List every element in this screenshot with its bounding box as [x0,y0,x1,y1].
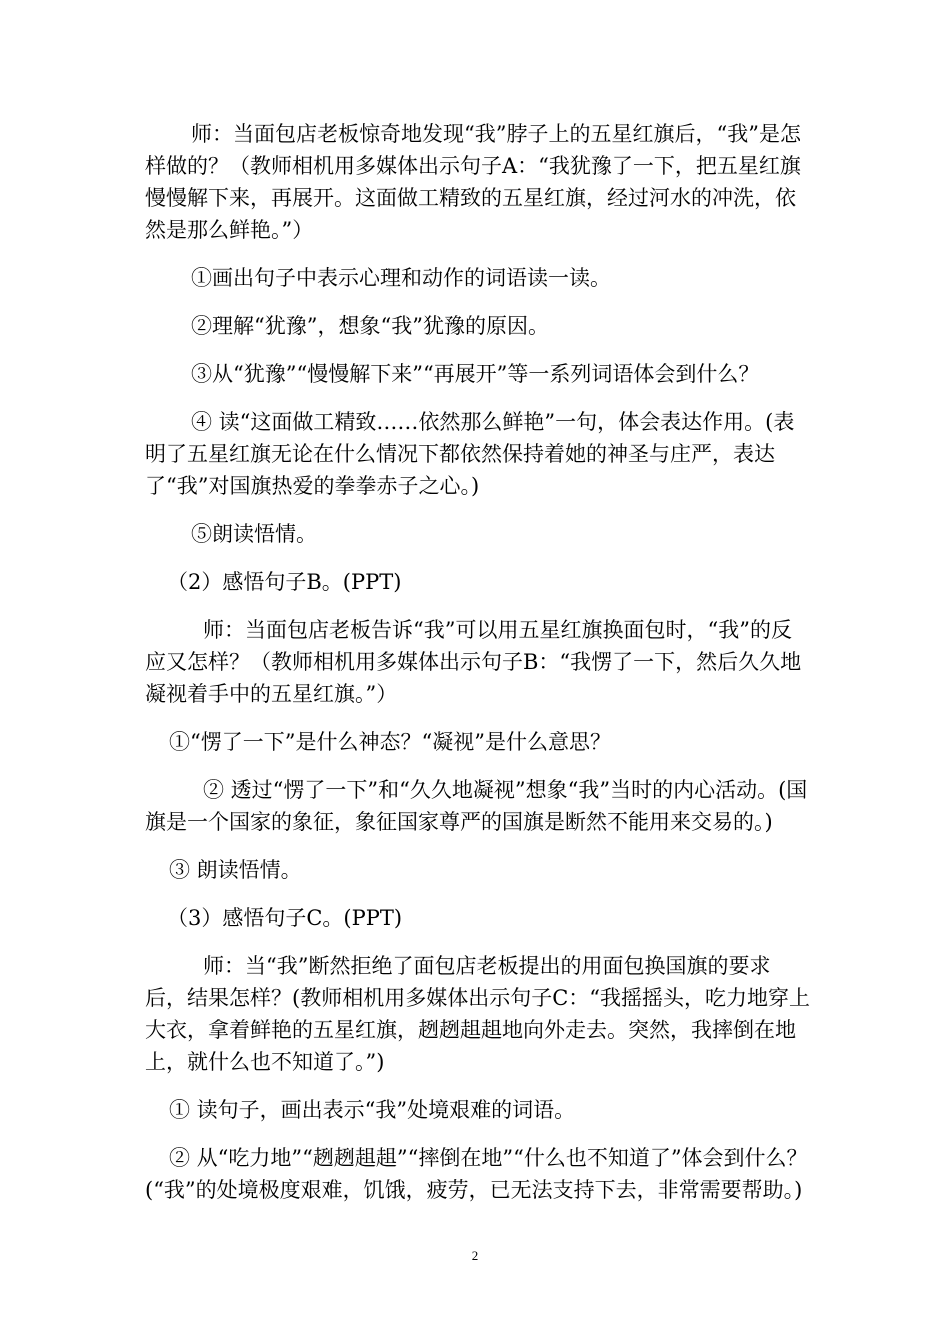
paragraph-teacher-question-a: 师：当面包店老板惊奇地发现“我”脖子上的五星红旗后，“我”是怎样做的？（教师相机用多媒体出示句子A：“我犹豫了一下，把五星红旗慢慢解下来，再展开。这面做工精致的五星红旗，经过河水的冲洗，依然是那么鲜艳。”） [145,122,801,242]
page-number: 2 [471,1248,479,1263]
section-heading-b: （2）感悟句子B。(PPT) [167,570,402,594]
document-body [145,118,810,1222]
section-heading-c: （3）感悟句子C。(PPT) [167,906,403,930]
paragraph-step-5: ⑤朗读悟情。 [191,522,317,546]
paragraph-b-step-2: ② 透过“愣了一下”和“久久地凝视”想象“我”当时的内心活动。(国旗是一个国家的象征，象征国家尊严的国旗是断然不能用来交易的。) [145,778,808,834]
paragraph-b-step-3: ③ 朗读悟情。 [169,858,302,882]
paragraph-c-step-2: ② 从“吃力地”“趔趔趄趄”“摔倒在地”“什么也不知道了”体会到什么？(“我”的处境极度艰难，饥饿，疲劳，已无法支持下去，非常需要帮助。) [145,1146,808,1202]
paragraph-step-3: ③从“犹豫”“慢慢解下来”“再展开”等一系列词语体会到什么？ [191,362,760,386]
paragraph-step-4: ④ 读“这面做工精致……依然那么鲜艳”一句，体会表达作用。(表明了五星红旗无论在什么情况下都依然保持着她的神圣与庄严，表达了“我”对国旗热爱的拳拳赤子之心。) [145,410,795,498]
paragraph-teacher-question-c: 师：当“我”断然拒绝了面包店老板提出的用面包换国旗的要求后，结果怎样？(教师相机用多媒体出示句子C：“我摇摇头，吃力地穿上大衣，拿着鲜艳的五星红旗，趔趔趄趄地向外走去。突然，我摔倒在地上，就什么也不知道了。”) [145,954,810,1074]
paragraph-step-2: ②理解“犹豫”，想象“我”犹豫的原因。 [191,314,549,338]
paragraph-teacher-question-b: 师：当面包店老板告诉“我”可以用五星红旗换面包时，“我”的反应又怎样？（教师相机用多媒体出示句子B：“我愣了一下，然后久久地凝视着手中的五星红旗。”） [145,618,802,706]
paragraph-c-step-1: ① 读句子，画出表示“我”处境艰难的词语。 [169,1098,576,1122]
paragraph-b-step-1: ①“愣了一下”是什么神态？“凝视”是什么意思？ [169,730,611,754]
paragraph-step-1: ①画出句子中表示心理和动作的词语读一读。 [191,266,611,290]
